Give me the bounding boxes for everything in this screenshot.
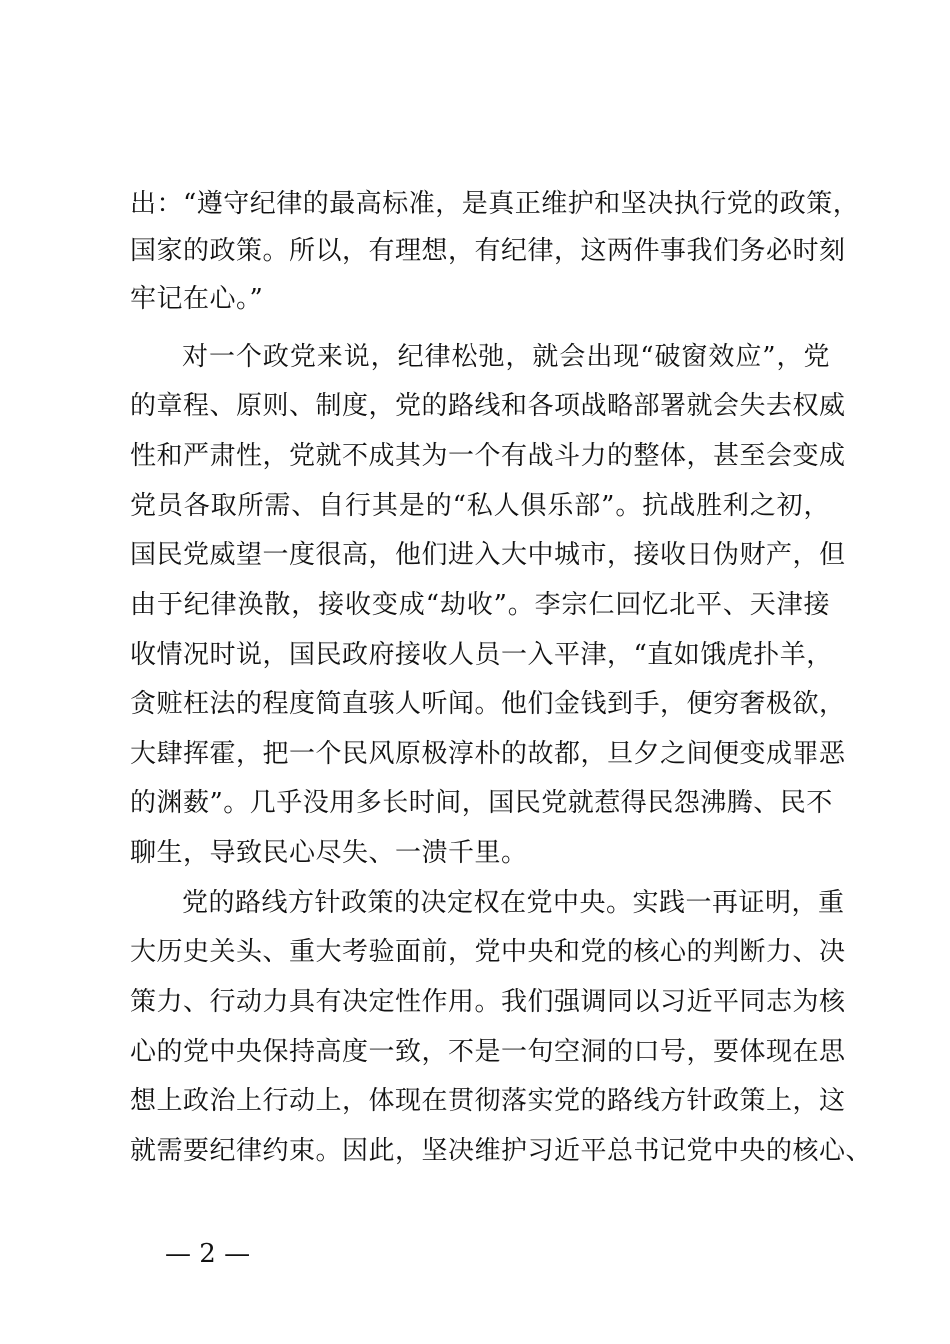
text-line: 的渊薮”。几乎没用多长时间，国民党就惹得民怨沸腾、民不 (130, 788, 833, 818)
text-line: 收情况时说，国民政府接收人员一入平津，“直如饿虎扑羊， (130, 640, 833, 670)
text-line: 国民党威望一度很高，他们进入大中城市，接收日伪财产，但 (130, 540, 846, 570)
text-line: 国家的政策。所以，有理想，有纪律，这两件事我们务必时刻 (130, 236, 846, 266)
text-line: 出：“遵守纪律的最高标准，是真正维护和坚决执行党的政策， (130, 189, 860, 219)
text-line: 心的党中央保持高度一致，不是一句空洞的口号，要体现在思 (130, 1037, 846, 1067)
text-line: 策力、行动力具有决定性作用。我们强调同以习近平同志为核 (130, 987, 846, 1017)
text-line: 由于纪律涣散，接收变成“劫收”。李宗仁回忆北平、天津接 (130, 590, 830, 620)
text-line: 就需要纪律约束。因此，坚决维护习近平总书记党中央的核心、 (130, 1136, 873, 1166)
paragraph-first-line: 对一个政党来说，纪律松弛，就会出现“破窗效应”，党 (182, 342, 830, 372)
text-line: 想上政治上行动上，体现在贯彻落实党的路线方针政策上，这 (130, 1086, 846, 1116)
text-line: 贪赃枉法的程度简直骇人听闻。他们金钱到手，便穷奢极欲， (130, 689, 846, 719)
text-line: 聊生，导致民心尽失、一溃千里。 (130, 838, 528, 868)
text-line: 牢记在心。” (130, 284, 264, 314)
paragraph-first-line: 党的路线方针政策的决定权在党中央。实践一再证明，重 (182, 888, 845, 918)
text-line: 的章程、原则、制度，党的路线和各项战略部署就会失去权威 (130, 391, 846, 421)
page-number: — 2 — (165, 1239, 251, 1269)
text-line: 大肆挥霍，把一个民风原极淳朴的故都，旦夕之间便变成罪恶 (130, 739, 846, 769)
text-line: 大历史关头、重大考验面前，党中央和党的核心的判断力、决 (130, 937, 846, 967)
text-line: 性和严肃性，党就不成其为一个有战斗力的整体，甚至会变成 (130, 441, 846, 471)
text-line: 党员各取所需、自行其是的“私人俱乐部”。抗战胜利之初， (130, 491, 830, 521)
